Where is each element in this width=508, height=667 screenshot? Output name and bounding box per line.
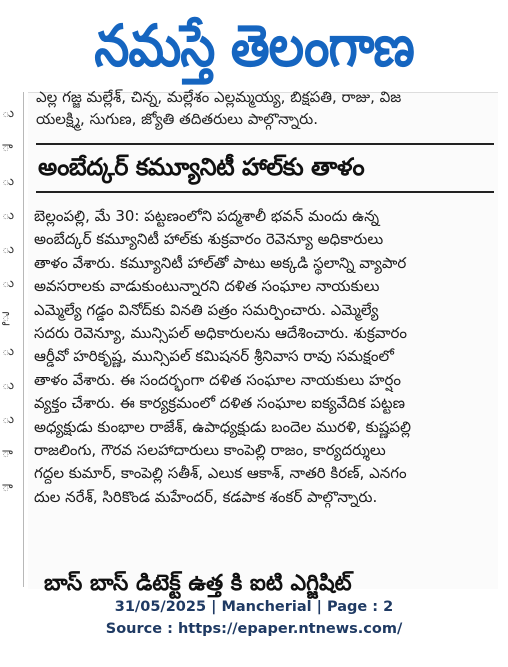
fragment-glyph: ు xyxy=(2,174,15,189)
fragment-glyph: ా xyxy=(2,446,13,461)
fragment-glyph: ు xyxy=(2,208,15,223)
body-line: ఎమ్మెల్యే గడ్డం వినోద్‌కు వినతి పత్రం సమర్పించారు. ఎమ్మెల్యే xyxy=(34,300,379,319)
clipping-footer xyxy=(0,596,508,640)
body-line: అధ్యక్షుడు కుంభాల రాజేశ్, ఉపాధ్యక్షుడు బందెల మురళి, కుష్ణపల్లి xyxy=(34,417,412,436)
column-divider xyxy=(23,92,24,587)
body-line: దుల నరేశ్, సిరికొండ మహేందర్, కడపాక శంకర్ పాల్గొన్నారు. xyxy=(34,487,378,506)
newspaper-masthead xyxy=(0,0,508,92)
fragment-glyph: ు xyxy=(2,344,15,359)
fragment-glyph: ు xyxy=(2,412,15,427)
article-body xyxy=(34,205,496,509)
fragment-glyph: ు xyxy=(2,378,15,393)
previous-article-tail xyxy=(36,88,496,130)
body-line: తాళం వేశారు. ఈ సందర్భంగా దళిత సంఘాల నాయకులు హర్షం xyxy=(34,370,401,389)
article-headline: అంబేద్కర్ కమ్యూనిటీ హాల్‌కు తాళం xyxy=(38,153,365,181)
body-line: బెల్లంపల్లి, మే 30: పట్టణంలోని పద్మశాలీ భవన్ మందు ఉన్న xyxy=(34,207,380,225)
date-edition-page: 31/05/2025 | Mancherial | Page : 2 xyxy=(114,599,394,615)
masthead-title: నమస్తే తెలంగాణ xyxy=(94,12,414,80)
fragment-glyph: ు xyxy=(2,106,15,121)
fragment-glyph: ు xyxy=(2,242,15,257)
tail-text-line: యలక్ష్మి, సుగుణ, జ్యోతి తదితరులు పాల్గొన్నారు. xyxy=(36,110,319,128)
fragment-glyph: ు xyxy=(2,276,15,291)
headline-rule-top xyxy=(36,143,494,145)
body-line: తాళం వేశారు. కమ్యూనిటీ హాల్‌తో పాటు అక్కడి స్థలాన్ని వ్యాపార xyxy=(34,253,407,272)
source-link[interactable]: Source : https://epaper.ntnews.com/ xyxy=(105,621,403,637)
body-line: అంబేద్కర్ కమ్యూనిటీ హాల్‌కు శుక్రవారం రెవెన్యూ అధికారులు xyxy=(34,230,384,249)
adjacent-column-fragment xyxy=(0,92,15,588)
next-headline-cut: బాస్ బాస్ డిటెక్ట్ ఉత్త కి ఐటి ఎగ్జిషిట్ xyxy=(44,571,352,596)
body-line: అవసరాలకు వాడుకుంటున్నారని దళిత సంఘాల నాయకులు xyxy=(34,277,380,296)
headline-rule-bottom xyxy=(36,191,494,193)
body-line: సదరు రెవెన్యూ, మున్సిపల్ అధికారులను ఆదేశించారు. శుక్రవారం xyxy=(34,324,408,343)
article-clip xyxy=(28,88,498,596)
body-line: గద్దల కుమార్, కాంపెల్లి సతీశ్, ఎలుక ఆకాశ్, నాతరి కిరణ్, ఎనగం xyxy=(34,464,407,483)
body-line: వ్యక్తం చేశారు. ఈ కార్యక్రమంలో దళిత సంఘాల ఐక్యవేదిక పట్టణ xyxy=(34,394,405,413)
body-line: రాజలింగు, గౌరవ సలహాదారులు కాంపెల్లి రాజం, కార్యదర్శులు xyxy=(34,441,386,460)
body-line: ఆర్డీవో హరికృష్ణ, మున్సిపల్ కమిషనర్ శ్రీనివాస రావు సమక్షంలో xyxy=(34,347,394,366)
cut-text-line: ఎల్ల గజ్జ మల్లేశ్, చిన్న, మల్లేశం ఎల్లమ్మయ్య, బిక్షపతి, రాజు, విజ xyxy=(36,88,402,106)
fragment-glyph: ై xyxy=(2,310,10,325)
fragment-glyph: ా xyxy=(2,140,13,155)
fragment-glyph: ా xyxy=(2,480,13,495)
